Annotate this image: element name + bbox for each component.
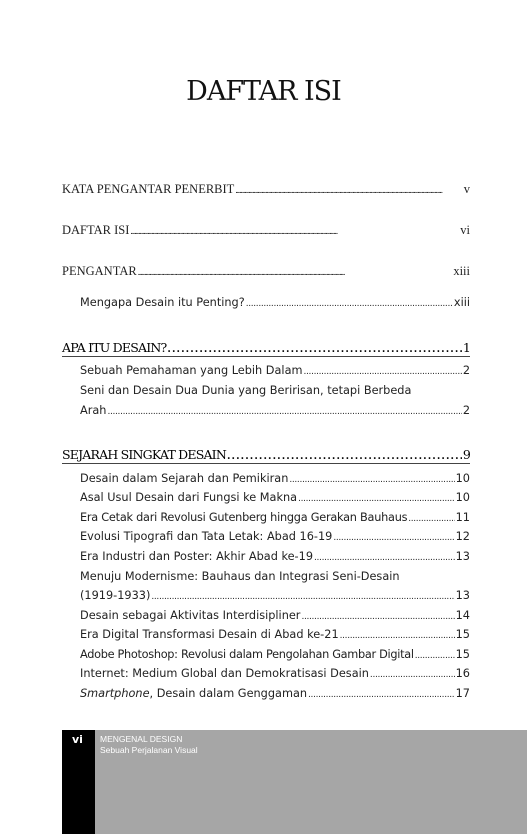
toc-leader <box>167 340 461 355</box>
toc-page: 11 <box>455 511 470 524</box>
chapter-page: 1 <box>462 340 470 355</box>
toc-page: vi <box>460 223 470 237</box>
toc-entry-line2[interactable] <box>80 404 470 417</box>
chapter-rule <box>62 356 470 357</box>
toc-label-rest: , Desain dalam Genggaman <box>149 687 308 700</box>
footer-book-title: MENGENAL DESIGN <box>100 734 183 744</box>
toc-leader <box>408 511 454 524</box>
toc-leader <box>370 667 455 680</box>
toc-label: Desain sebagai Aktivitas Interdisipliner <box>80 609 301 622</box>
toc-label: Era Industri dan Poster: Akhir Abad ke-19 <box>80 550 314 563</box>
toc-entry[interactable] <box>80 364 470 377</box>
toc-page: v <box>463 182 470 196</box>
toc-label: PENGANTAR <box>62 264 137 278</box>
toc-entry[interactable] <box>80 550 470 563</box>
toc-label: Arah <box>80 404 107 417</box>
toc-leader <box>138 264 453 279</box>
toc-label: Adobe Photoshop: Revolusi dalam Pengolahan Gambar Digital <box>80 648 414 661</box>
toc-label: (1919-1933) <box>80 589 151 602</box>
chapter-label: SEJARAH SINGKAT DESAIN <box>62 447 226 462</box>
toc-entry[interactable] <box>80 628 470 641</box>
toc-leader <box>289 472 454 485</box>
toc-label: Mengapa Desain itu Penting? <box>80 296 245 309</box>
toc-leader <box>314 550 455 563</box>
toc-page: 14 <box>455 609 470 622</box>
toc-entry-line1[interactable]: Seni dan Desain Dua Dunia yang Beririsan, tetapi Berbeda <box>80 384 412 397</box>
footer-book-subtitle: Sebuah Perjalanan Visual <box>100 745 198 755</box>
toc-entry-kata-pengantar[interactable] <box>62 182 470 197</box>
toc-chapter-sejarah-singkat[interactable] <box>62 447 470 462</box>
toc-page: 2 <box>462 364 470 377</box>
toc-page: 13 <box>455 589 470 602</box>
toc-page: 10 <box>455 472 470 485</box>
toc-entry-pengantar[interactable] <box>62 264 470 279</box>
toc-leader <box>130 223 459 238</box>
toc-leader <box>304 364 462 377</box>
chapter-label: APA ITU DESAIN? <box>62 340 167 355</box>
toc-page: 17 <box>455 687 470 700</box>
toc-entry[interactable] <box>80 491 470 504</box>
toc-page: 16 <box>455 667 470 680</box>
footer-page-number: vi <box>72 733 83 746</box>
toc-leader <box>333 530 454 543</box>
toc-leader <box>246 296 453 309</box>
toc-leader <box>298 491 455 504</box>
toc-label: KATA PENGANTAR PENERBIT <box>62 182 235 196</box>
toc-entry-line2[interactable] <box>80 589 470 602</box>
chapter-page: 9 <box>462 447 470 462</box>
toc-label <box>80 687 307 700</box>
toc-page: 13 <box>455 550 470 563</box>
toc-leader <box>415 648 455 661</box>
toc-entry[interactable] <box>80 530 470 543</box>
toc-label: Sebuah Pemahaman yang Lebih Dalam <box>80 364 303 377</box>
toc-entry[interactable] <box>80 511 470 524</box>
toc-page: xiii <box>453 264 470 278</box>
toc-leader <box>107 404 461 417</box>
toc-label: Internet: Medium Global dan Demokratisasi Desain <box>80 667 369 680</box>
toc-entry[interactable] <box>80 609 470 622</box>
toc-page: 10 <box>455 491 470 504</box>
toc-leader <box>308 687 455 700</box>
toc-leader <box>340 628 455 641</box>
toc-leader <box>151 589 454 602</box>
toc-entry-daftar-isi[interactable] <box>62 223 470 238</box>
toc-page: xiii <box>453 296 470 309</box>
toc-leader <box>235 182 462 197</box>
toc-label: Era Digital Transformasi Desain di Abad ke-21 <box>80 628 339 641</box>
toc-entry[interactable] <box>80 667 470 680</box>
toc-label: Asal Usul Desain dari Fungsi ke Makna <box>80 491 298 504</box>
toc-page: 15 <box>455 648 470 661</box>
chapter-rule <box>62 463 470 464</box>
toc-entry-mengapa-desain[interactable] <box>80 296 470 309</box>
toc-label-italic: Smartphone <box>80 687 150 700</box>
toc-page: 15 <box>455 628 470 641</box>
toc-leader <box>301 609 454 622</box>
toc-entry-smartphone[interactable] <box>80 687 470 700</box>
toc-chapter-apa-itu-desain[interactable] <box>62 340 470 355</box>
toc-label: Evolusi Tipografi dan Tata Letak: Abad 16-19 <box>80 530 333 543</box>
page-title: DAFTAR ISI <box>186 76 341 107</box>
toc-page: 12 <box>455 530 470 543</box>
toc-leader <box>227 447 462 462</box>
toc-label: Desain dalam Sejarah dan Pemikiran <box>80 472 289 485</box>
toc-entry-line1[interactable]: Menuju Modernisme: Bauhaus dan Integrasi Seni-Desain <box>80 570 400 583</box>
toc-entry[interactable] <box>80 648 470 661</box>
toc-label: Era Cetak dari Revolusi Gutenberg hingga Gerakan Bauhaus <box>80 511 408 524</box>
toc-page: 2 <box>462 404 470 417</box>
toc-label: DAFTAR ISI <box>62 223 130 237</box>
toc-entry[interactable] <box>80 472 470 485</box>
